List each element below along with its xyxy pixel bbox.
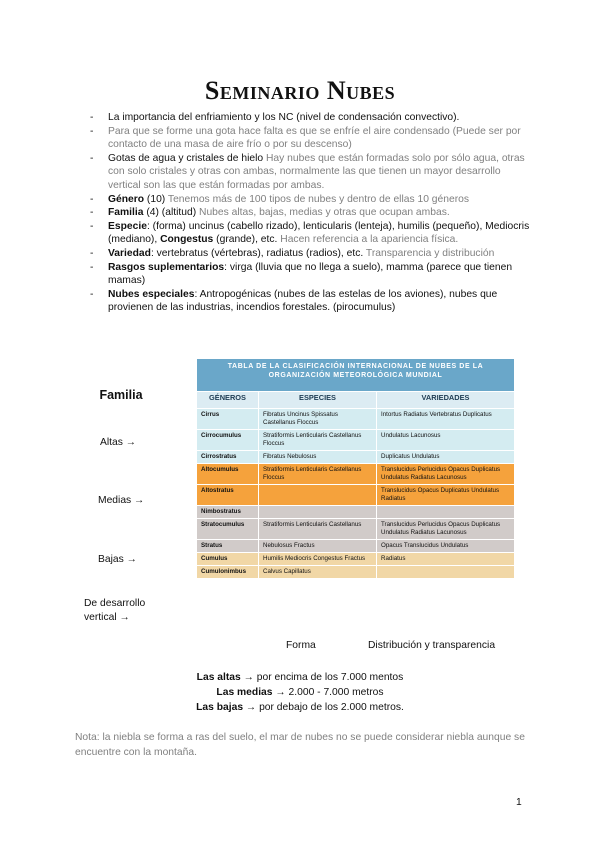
family-bajas-label: Bajas → [98, 554, 137, 565]
table-row [197, 506, 515, 519]
varieties-cell: Translucidus Opacus Duplicatus Undulatus Radiatus [377, 485, 515, 506]
bold-term: Rasgos suplementarios [108, 261, 225, 273]
genus-cell: Cumulus [197, 553, 259, 566]
bullet-item [90, 193, 530, 207]
note-paragraph: Nota: la niebla se forma a ras del suelo, el mar de nubes no se puede considerar niebla aunque se encuentre con la montaña. [75, 732, 525, 758]
altitude-label: Las medias [216, 687, 273, 698]
varieties-cell: Translucidus Perlucidus Opacus Duplicatus Undulatus Radiatus Lacunosus [377, 464, 515, 485]
species-cell: Fibratus Nebulosus [259, 451, 377, 464]
genus-cell: Stratus [197, 540, 259, 553]
bullet-item [90, 111, 530, 125]
table-row [197, 464, 515, 485]
bold-term: Variedad [108, 247, 151, 259]
cloud-classification-table [196, 358, 514, 579]
genus-cell: Cirrus [197, 409, 259, 430]
bold-term: Género [108, 193, 145, 205]
bullet-text: (grande), etc. [213, 234, 278, 246]
altitude-line [0, 670, 600, 685]
species-cell: Fibratus Uncinus Spissatus Castellanus Floccus [259, 409, 377, 430]
varieties-cell: Translucidus Perlucidus Opacus Duplicatus Undulatus Radiatus Lacunosus [377, 519, 515, 540]
explanation-text: Nubes altas, bajas, medias y otras que ocupan ambas. [196, 207, 450, 219]
altitude-label: Las bajas [196, 702, 244, 713]
varieties-cell [377, 566, 515, 579]
species-cell: Humilis Mediocris Congestus Fractus [259, 553, 377, 566]
genus-cell: Cirrostratus [197, 451, 259, 464]
species-cell [259, 506, 377, 519]
table-row [197, 430, 515, 451]
table-row [197, 451, 515, 464]
varieties-cell: Intortus Radiatus Vertebratus Duplicatus [377, 409, 515, 430]
species-cell: Stratiformis Lenticularis Castellanus Floccus [259, 430, 377, 451]
caption-distribucion: Distribución y transparencia [368, 640, 496, 651]
explanation-text: Tenemos más de 100 tipos de nubes y dentro de ellas 10 géneros [165, 193, 470, 205]
family-heading: Familia [99, 388, 143, 402]
table-row [197, 540, 515, 553]
bullet-item [90, 125, 530, 152]
table-row [197, 409, 515, 430]
genus-cell: Altocumulus [197, 464, 259, 485]
altitude-label: Las altas [196, 672, 241, 683]
altitude-range: → 2.000 - 7.000 metros [272, 687, 384, 698]
table-row [197, 485, 515, 506]
bullet-item [90, 220, 530, 247]
bold-term: Congestus [160, 234, 214, 246]
family-vertical-label-1: De desarrollo [84, 598, 146, 609]
bullet-item [90, 261, 530, 288]
family-altas-label: Altas → [100, 437, 137, 448]
bullet-item [90, 206, 530, 220]
bullet-text: : vertebratus (vértebras), radiatus (radios), etc. [150, 247, 364, 259]
bold-term: Familia [108, 207, 144, 219]
explanation-text: Para que se forme una gota hace falta es que se enfríe el aire condensado (Puede ser por contacto de una masa de aire frío o por su descenso) [108, 125, 521, 151]
table-row [197, 566, 515, 579]
bullet-text: (10) [144, 193, 166, 205]
caption-forma: Forma [286, 640, 316, 651]
explanation-text: Transparencia y distribución [363, 247, 495, 259]
bullet-text: Gotas de agua y cristales de hielo [108, 152, 264, 164]
explanation-text: Hacen referencia a la apariencia física. [277, 234, 459, 246]
table-row [197, 553, 515, 566]
species-cell: Calvus Capillatus [259, 566, 377, 579]
varieties-cell: Radiatus [377, 553, 515, 566]
varieties-cell [377, 506, 515, 519]
page-number: 1 [516, 797, 522, 808]
species-cell [259, 485, 377, 506]
varieties-cell: Duplicatus Undulatus [377, 451, 515, 464]
altitude-range: → por encima de los 7.000 mentos [240, 672, 404, 683]
bold-term: Especie [108, 220, 147, 232]
bullet-text: : (forma) uncinus (cabello rizado), lenticularis (lenteja), humilis (pequeño), Mediocris (mediano), [108, 220, 530, 246]
genus-cell: Cumulonimbus [197, 566, 259, 579]
altitude-line [0, 685, 600, 700]
bullet-text: La importancia del enfriamiento y los NC (nivel de condensación convectivo). [108, 112, 460, 123]
altitude-summary [0, 670, 600, 715]
genus-cell: Nimbostratus [197, 506, 259, 519]
bullet-item [90, 152, 530, 193]
varieties-cell: Undulatus Lacunosus [377, 430, 515, 451]
bullet-item [90, 288, 530, 315]
bullet-text: (4) (altitud) [143, 207, 197, 219]
genus-cell: Stratocumulus [197, 519, 259, 540]
genus-cell: Altostratus [197, 485, 259, 506]
column-header-especies: ESPECIES [259, 392, 377, 409]
family-medias-label: Medias → [98, 495, 145, 506]
species-cell: Stratiformis Lenticularis Castellanus Floccus [259, 464, 377, 485]
bold-term: Nubes especiales [108, 288, 195, 300]
column-header-variedades: VARIEDADES [377, 392, 515, 409]
varieties-cell: Opacus Translucidus Undulatus [377, 540, 515, 553]
bullet-item [90, 247, 530, 261]
table-row [197, 519, 515, 540]
altitude-line [0, 700, 600, 715]
family-vertical-label-2: vertical → [84, 612, 130, 623]
altitude-range: → por debajo de los 2.000 metros. [243, 702, 404, 713]
species-cell: Nebulosus Fractus [259, 540, 377, 553]
table-heading: TABLA DE LA CLASIFICACIÓN INTERNACIONAL DE NUBES DE LA ORGANIZACIÓN METEOROLÓGICA MUNDIAL [197, 359, 515, 392]
column-header-generos: GÉNEROS [197, 392, 259, 409]
bullet-list [90, 111, 530, 315]
bullet-text: : virga (lluvia que no llega a suelo), mamma (parece que tienen mamas) [108, 261, 513, 287]
bullet-text: : Antropogénicas (nubes de las estelas de los aviones), nubes que provienen de las industrias, incendios forestales. (pirocumulus) [108, 288, 498, 314]
genus-cell: Cirrocumulus [197, 430, 259, 451]
explanation-text: Hay nubes que están formadas solo por sólo agua, otras con solo cristales y otras con ambas, normalmente las que tienen un mayor desarrollo vertical son las que están formadas por ambas. [108, 152, 525, 191]
page-title: Seminario Nubes [204, 76, 396, 105]
species-cell: Stratiformis Lenticularis Castellanus [259, 519, 377, 540]
